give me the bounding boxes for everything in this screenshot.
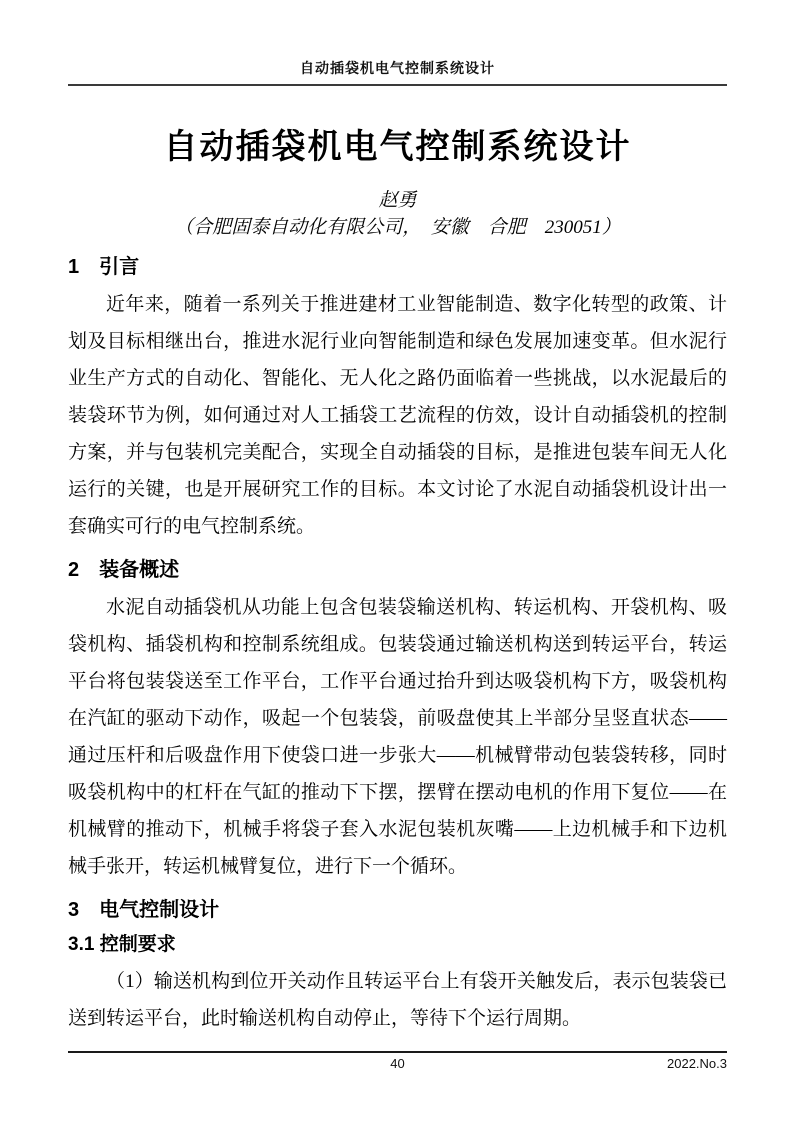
section-heading-introduction: 1 引言: [68, 256, 140, 278]
paper-title: 自动插袋机电气控制系统设计: [163, 128, 632, 166]
page-footer: [68, 1051, 727, 1075]
subsection-heading-control-requirements: 3.1 控制要求: [68, 934, 176, 955]
running-head: 自动插袋机电气控制系统设计: [68, 57, 727, 86]
author-affiliation: （合肥固泰自动化有限公司， 安徽 合肥 230051）: [174, 217, 621, 238]
paragraph-control-requirements: （1）输送机构到位开关动作且转运平台上有袋开关触发后，表示包装袋已送到转运平台，此时输送机构自动停止，等待下个运行周期。: [68, 971, 727, 1029]
paragraph-equipment-overview: 水泥自动插袋机从功能上包含包装袋输送机构、转运机构、开袋机构、吸袋机构、插袋机构和控制系统组成。包装袋通过输送机构送到转运平台，转运平台将包装袋送至工作平台，工作平台通过抬升到达吸袋机构下方，吸袋机构在汽缸的驱动下动作，吸起一个包装袋，前吸盘使其上半部分呈竖直状态——通过压杆和后吸盘作用下使袋口进一步张大——机械臂带动包装袋转移，同时吸袋机构中的杠杆在气缸的推动下下摆，摆臂在摆动电机的作用下复位——在机械臂的推动下，机械手将袋子套入水泥包装机灰嘴——上边机械手和下边机械手张开，转运机械臂复位，进行下一个循环。: [68, 597, 727, 877]
page-number: 40: [390, 1056, 405, 1071]
section-heading-electrical-control-design: 3 电气控制设计: [68, 899, 220, 921]
section-heading-equipment-overview: 2 装备概述: [68, 559, 180, 581]
author-name: 赵勇: [378, 190, 417, 211]
paragraph-introduction: 近年来，随着一系列关于推进建材工业智能制造、数字化转型的政策、计划及目标相继出台，推进水泥行业向智能制造和绿色发展加速变革。但水泥行业生产方式的自动化、智能化、无人化之路仍面临着一些挑战，以水泥最后的装袋环节为例，如何通过对人工插袋工艺流程的仿效，设计自动插袋机的控制方案，并与包装机完美配合，实现全自动插袋的目标，是推进包装车间无人化运行的关键，也是开展研究工作的目标。本文讨论了水泥自动插袋机设计出一套确实可行的电气控制系统。: [68, 294, 727, 537]
issue-label: 2022.No.3: [667, 1056, 727, 1071]
